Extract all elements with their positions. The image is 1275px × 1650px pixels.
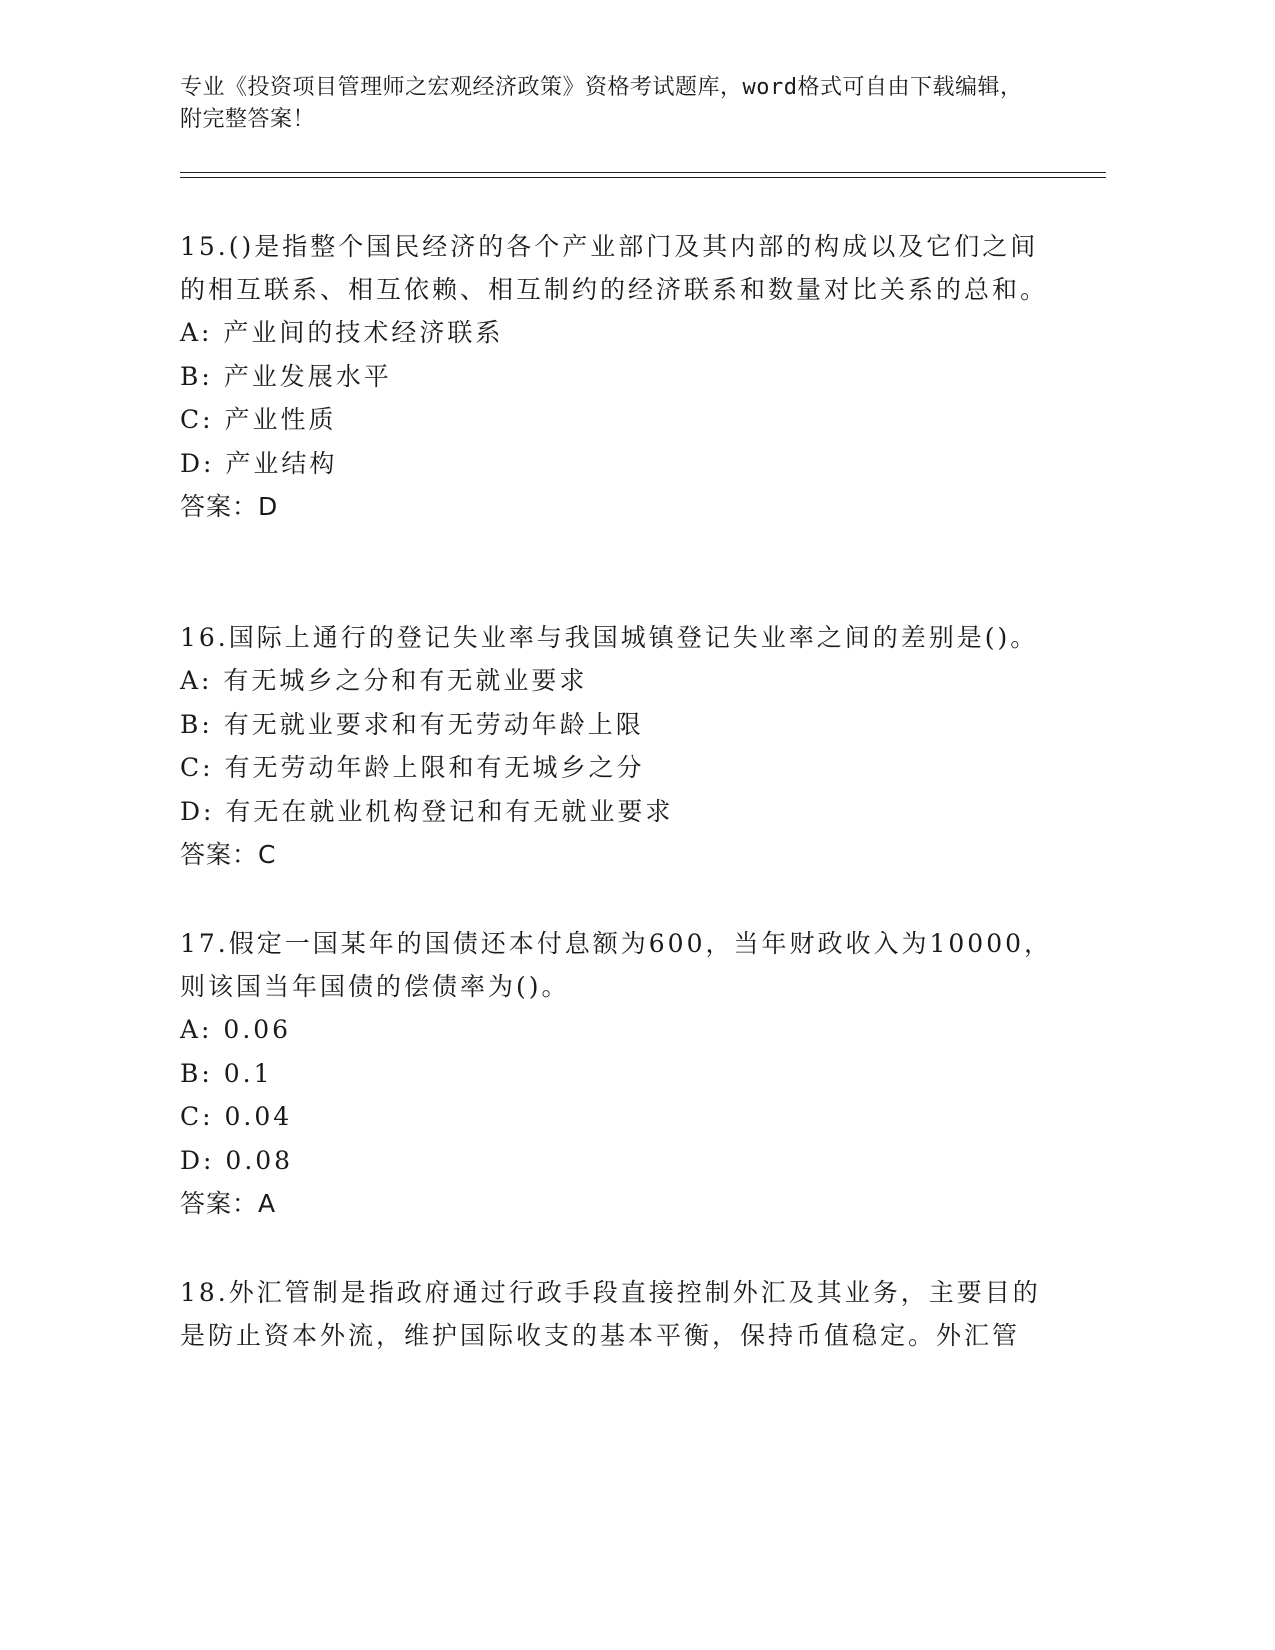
option-c: C: 有无劳动年龄上限和有无城乡之分 — [180, 753, 645, 782]
option-b: B: 产业发展水平 — [180, 361, 392, 391]
option-a: A: 0.06 — [180, 1015, 292, 1044]
question-stem: 18.外汇管制是指政府通过行政手段直接控制外汇及其业务，主要目的是防止资本外流，维护国际收支的基本平衡，保持币值稳定。外汇管 — [180, 1278, 1041, 1350]
question-15 — [180, 225, 1060, 529]
question-18 — [180, 1271, 1060, 1357]
header-divider-bottom — [180, 177, 1106, 178]
answer: 答案：A — [180, 1189, 277, 1218]
option-c: C: 产业性质 — [180, 405, 337, 434]
header-divider-top — [180, 172, 1106, 173]
option-b: B: 0.1 — [180, 1058, 273, 1088]
question-stem: 15.()是指整个国民经济的各个产业部门及其内部的构成以及它们之间的相互联系、相互依赖、相互制约的经济联系和数量对比关系的总和。 — [180, 232, 1049, 304]
option-a: A: 产业间的技术经济联系 — [180, 318, 504, 347]
question-stem: 16.国际上通行的登记失业率与我国城镇登记失业率之间的差别是()。 — [180, 623, 1039, 652]
answer: 答案：C — [180, 840, 277, 869]
option-c: C: 0.04 — [180, 1102, 293, 1131]
answer: 答案：D — [180, 492, 279, 521]
question-16 — [180, 616, 1060, 877]
document-header: 专业《投资项目管理师之宏观经济政策》资格考试题库，word格式可自由下载编辑，附完整答案！ — [180, 75, 1023, 132]
question-stem: 17.假定一国某年的国债还本付息额为600，当年财政收入为10000，则该国当年国债的偿债率为()。 — [180, 929, 1053, 1001]
option-d: D: 产业结构 — [180, 448, 338, 478]
option-d: D: 0.08 — [180, 1145, 294, 1175]
option-d: D: 有无在就业机构登记和有无就业要求 — [180, 796, 674, 826]
option-b: B: 有无就业要求和有无劳动年龄上限 — [180, 709, 644, 739]
question-17 — [180, 922, 1060, 1226]
option-a: A: 有无城乡之分和有无就业要求 — [180, 666, 588, 695]
